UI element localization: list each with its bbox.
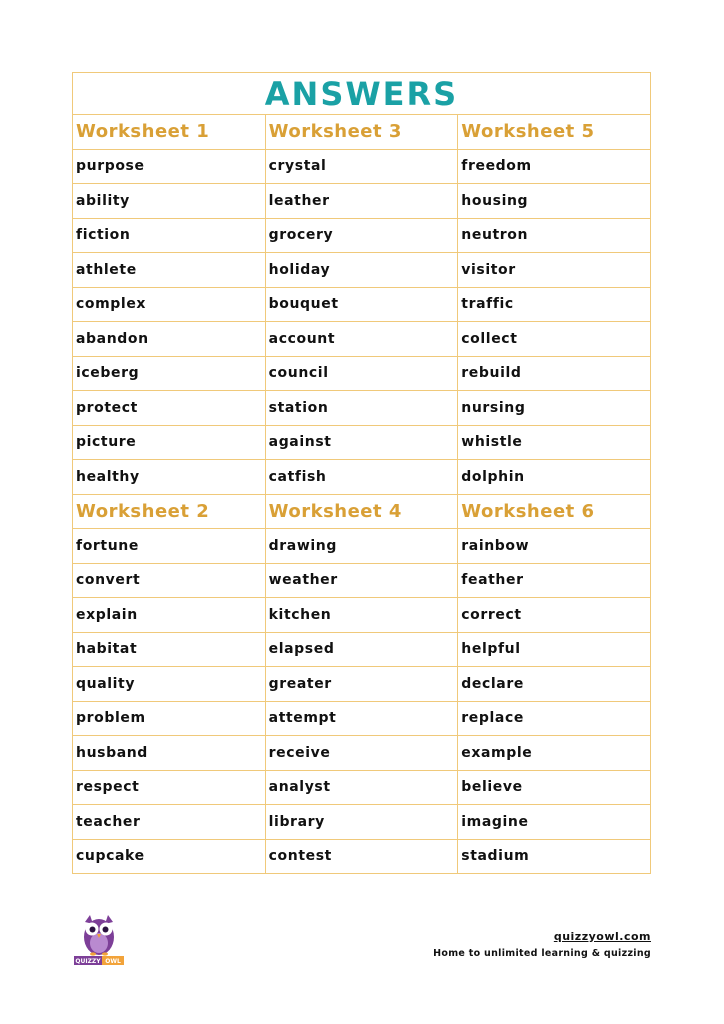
worksheet-header-row <box>73 494 651 529</box>
answer-word: respect <box>73 770 266 805</box>
worksheet-header: Worksheet 2 <box>73 494 266 529</box>
table-row <box>73 529 651 564</box>
answer-word: convert <box>73 563 266 598</box>
answer-word: library <box>265 805 458 840</box>
table-row <box>73 149 651 184</box>
answer-word: protect <box>73 391 266 426</box>
answer-word: helpful <box>458 632 651 667</box>
answer-word: problem <box>73 701 266 736</box>
answer-word: example <box>458 736 651 771</box>
table-row <box>73 184 651 219</box>
answer-word: dolphin <box>458 460 651 495</box>
answer-word: grocery <box>265 218 458 253</box>
logo-text-quizzy: QUIZZY <box>75 958 101 965</box>
answer-word: catfish <box>265 460 458 495</box>
answer-word: feather <box>458 563 651 598</box>
answer-word: greater <box>265 667 458 702</box>
answer-word: fortune <box>73 529 266 564</box>
answer-word: rebuild <box>458 356 651 391</box>
answer-word: visitor <box>458 253 651 288</box>
table-row <box>73 770 651 805</box>
answer-word: freedom <box>458 149 651 184</box>
table-row <box>73 736 651 771</box>
answer-word: council <box>265 356 458 391</box>
worksheet-header: Worksheet 4 <box>265 494 458 529</box>
table-row <box>73 632 651 667</box>
title-row <box>73 73 651 115</box>
table-row <box>73 218 651 253</box>
answer-word: weather <box>265 563 458 598</box>
table-row <box>73 839 651 874</box>
worksheet-header: Worksheet 5 <box>458 115 651 150</box>
worksheet-header: Worksheet 6 <box>458 494 651 529</box>
table-row <box>73 805 651 840</box>
answer-word: attempt <box>265 701 458 736</box>
answer-word: station <box>265 391 458 426</box>
answer-word: imagine <box>458 805 651 840</box>
answer-word: husband <box>73 736 266 771</box>
answer-word: analyst <box>265 770 458 805</box>
answer-word: bouquet <box>265 287 458 322</box>
site-link[interactable]: quizzyowl.com <box>553 930 651 943</box>
answer-word: leather <box>265 184 458 219</box>
answer-word: holiday <box>265 253 458 288</box>
answer-word: believe <box>458 770 651 805</box>
answer-word: account <box>265 322 458 357</box>
quizzyowl-logo <box>74 913 124 965</box>
answer-word: crystal <box>265 149 458 184</box>
answer-word: replace <box>458 701 651 736</box>
answer-word: whistle <box>458 425 651 460</box>
answer-word: athlete <box>73 253 266 288</box>
tagline: Home to unlimited learning & quizzing <box>433 948 651 959</box>
table-row <box>73 563 651 598</box>
table-row <box>73 667 651 702</box>
answer-word: rainbow <box>458 529 651 564</box>
owl-icon <box>84 915 114 956</box>
table-row <box>73 287 651 322</box>
answer-word: contest <box>265 839 458 874</box>
answer-word: stadium <box>458 839 651 874</box>
table-row <box>73 598 651 633</box>
worksheet-header-row <box>73 115 651 150</box>
answer-word: drawing <box>265 529 458 564</box>
answer-word: ability <box>73 184 266 219</box>
answer-word: elapsed <box>265 632 458 667</box>
table-row <box>73 322 651 357</box>
table-row <box>73 425 651 460</box>
answer-word: habitat <box>73 632 266 667</box>
answer-word: receive <box>265 736 458 771</box>
answer-word: picture <box>73 425 266 460</box>
answer-word: correct <box>458 598 651 633</box>
answers-table <box>72 72 651 874</box>
answer-word: neutron <box>458 218 651 253</box>
table-row <box>73 356 651 391</box>
answer-word: cupcake <box>73 839 266 874</box>
page-title: ANSWERS <box>73 73 651 115</box>
answer-word: teacher <box>73 805 266 840</box>
worksheet-header: Worksheet 3 <box>265 115 458 150</box>
answer-word: housing <box>458 184 651 219</box>
answer-word: explain <box>73 598 266 633</box>
table-row <box>73 701 651 736</box>
logo-text-owl: OWL <box>105 958 121 965</box>
answer-word: traffic <box>458 287 651 322</box>
answer-word: nursing <box>458 391 651 426</box>
answer-word: quality <box>73 667 266 702</box>
answer-word: against <box>265 425 458 460</box>
answer-word: healthy <box>73 460 266 495</box>
answer-word: kitchen <box>265 598 458 633</box>
answer-word: purpose <box>73 149 266 184</box>
answer-word: complex <box>73 287 266 322</box>
answer-word: abandon <box>73 322 266 357</box>
answer-word: declare <box>458 667 651 702</box>
table-row <box>73 391 651 426</box>
worksheet-header: Worksheet 1 <box>73 115 266 150</box>
table-row <box>73 253 651 288</box>
answer-word: collect <box>458 322 651 357</box>
table-row <box>73 460 651 495</box>
answer-word: iceberg <box>73 356 266 391</box>
answer-word: fiction <box>73 218 266 253</box>
